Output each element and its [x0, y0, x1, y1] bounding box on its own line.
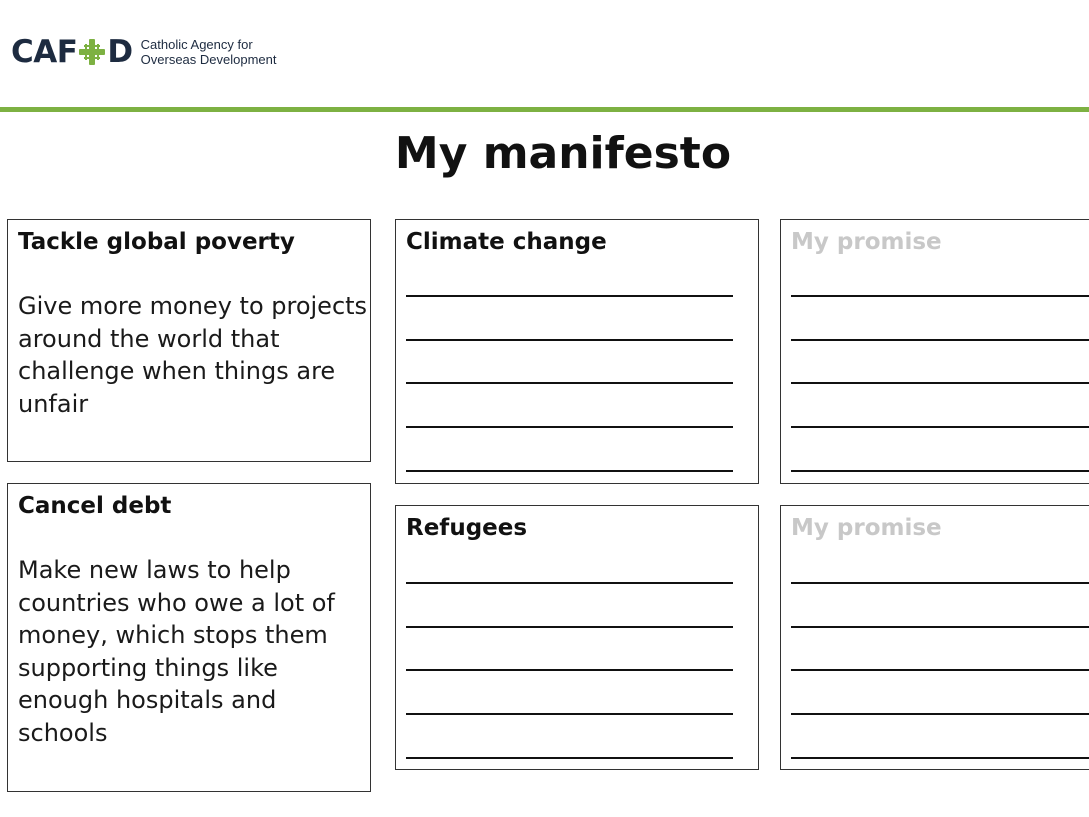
writing-line[interactable] [406, 626, 733, 628]
writing-line[interactable] [406, 382, 733, 384]
writing-line[interactable] [406, 713, 733, 715]
card-title: Cancel debt [18, 493, 172, 519]
writing-line[interactable] [791, 757, 1089, 759]
writing-line[interactable] [406, 295, 733, 297]
card-cancel-debt [7, 483, 371, 792]
card-title: Climate change [406, 229, 607, 255]
card-title: My promise [791, 229, 942, 255]
writing-line[interactable] [406, 757, 733, 759]
page-title: My manifesto [394, 128, 732, 179]
card-refugees [395, 505, 759, 770]
writing-line[interactable] [406, 582, 733, 584]
logo-tagline-line1: Catholic Agency for [140, 37, 253, 52]
card-title: My promise [791, 515, 942, 541]
card-title: Tackle global poverty [18, 229, 295, 255]
card-my-promise-1 [780, 219, 1089, 484]
writing-line[interactable] [791, 582, 1089, 584]
writing-line[interactable] [791, 669, 1089, 671]
card-tackle-global-poverty [7, 219, 371, 462]
card-climate-change [395, 219, 759, 484]
logo-tagline [141, 37, 277, 67]
writing-line[interactable] [406, 426, 733, 428]
writing-line[interactable] [791, 470, 1089, 472]
header [0, 0, 1089, 110]
card-my-promise-2 [780, 505, 1089, 770]
writing-line[interactable] [406, 470, 733, 472]
logo-wordmark-right: D [107, 34, 133, 70]
writing-line[interactable] [791, 339, 1089, 341]
logo-wordmark-left: CAF [11, 34, 78, 70]
writing-line[interactable] [791, 426, 1089, 428]
logo-wordmark [11, 34, 133, 70]
header-divider [0, 107, 1089, 112]
writing-line[interactable] [791, 713, 1089, 715]
card-title: Refugees [406, 515, 528, 541]
writing-line[interactable] [791, 626, 1089, 628]
card-description: Make new laws to help countries who owe a lot of money, which stops them supporting things like enough hospitals and schools [18, 556, 335, 747]
cafod-logo [11, 34, 277, 70]
card-description: Give more money to projects around the world that challenge when things are unfair [18, 292, 368, 418]
writing-line[interactable] [791, 382, 1089, 384]
cross-icon [78, 38, 106, 66]
writing-line[interactable] [406, 339, 733, 341]
logo-tagline-line2: Overseas Development [140, 52, 277, 67]
writing-line[interactable] [406, 669, 733, 671]
writing-line[interactable] [791, 295, 1089, 297]
